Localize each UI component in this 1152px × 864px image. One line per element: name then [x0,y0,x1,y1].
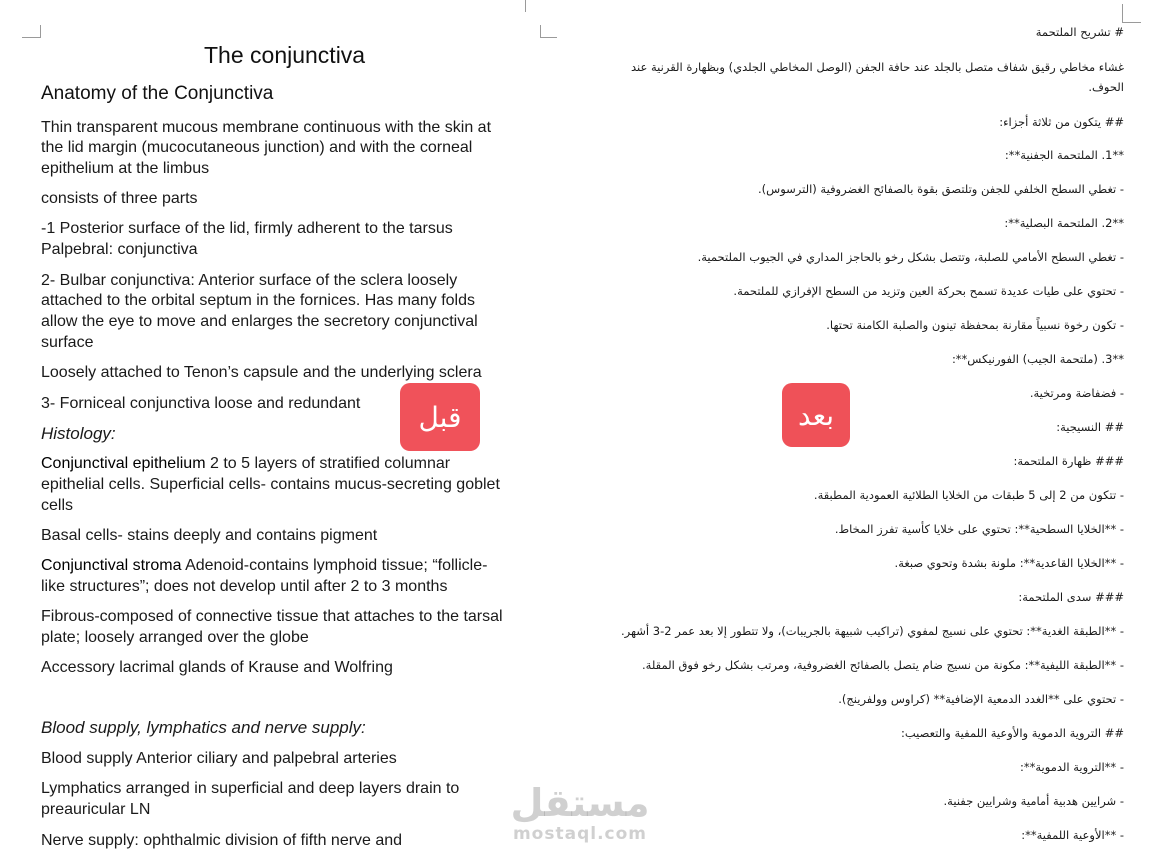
intro-line: Thin transparent mucous membrane continuous with the skin at [41,119,492,136]
arabic-line: - **التروية الدموية**: [1020,760,1124,774]
mostaql-watermark [505,782,655,844]
palpebral-line: -1 Posterior surface of the lid, firmly adherent to the tarsus [41,220,453,237]
epithelium-term: Conjunctival epithelium [41,455,206,472]
basal-text: Basal cells- stains deeply and contains pigment [41,527,378,544]
stroma-text: Adenoid-contains lymphoid tissue; “follicle- [181,557,488,574]
stroma-line [41,555,487,576]
crop-mark [525,0,527,12]
arabic-line: - تحتوي على طيات عديدة تسمح بحركة العين وتزيد من السطح الإفرازي للملتحمة. [733,284,1124,298]
arabic-line: **3. (ملتحمة الجيب) الفورنيكس**: [951,352,1124,366]
nerve-supply-text: Nerve supply: ophthalmic division of fifth nerve and [41,832,403,849]
blood-supply-text: Blood supply Anterior ciliary and palpebral arteries [41,750,397,767]
parts-text: consists of three parts [41,190,198,207]
arabic-line: - تكون رخوة نسبياً مقارنة بمحفظة تينون والصلبة الكامنة تحتها. [826,318,1124,332]
palpebral-line: Palpebral: conjunctiva [41,241,198,258]
arabic-line: **1. الملتحمة الجفنية**: [1004,148,1124,162]
arabic-line: غشاء مخاطي رقيق شفاف متصل بالجلد عند حافة الجفن (الوصل المخاطي الجلدي) وبظهارة القرنية عند [630,60,1124,74]
crop-mark [540,25,557,38]
crop-mark [22,25,41,38]
arabic-line: - تغطي السطح الأمامي للصلبة، وتتصل بشكل رخو بالحاجز المداري في الجيوب الملتحمية. [697,250,1124,264]
arabic-line: - فضفاضة ومرتخية. [1029,386,1124,400]
bulbar-line: allow the eye to move and enlarges the secretory conjunctival [41,313,478,330]
accessory-text: Accessory lacrimal glands of Krause and Wolfring [41,659,393,676]
lymphatics-line: preauricular LN [41,801,151,818]
blood-supply-heading: Blood supply, lymphatics and nerve supply: [41,718,366,737]
forniceal-text: 3- Forniceal conjunctiva loose and redundant [41,395,361,412]
arabic-line: **2. الملتحمة البصلية**: [1004,216,1124,230]
arabic-line: - تتكون من 2 إلى 5 طبقات من الخلايا الطلائية العمودية المطبقة. [813,488,1124,502]
arabic-line: - تحتوي على **الغدد الدمعية الإضافية** (كراوس وولفرينج). [838,692,1124,706]
page-title: The conjunctiva [204,42,366,68]
bulbar-line: 2- Bulbar conjunctiva: Anterior surface of the sclera loosely [41,272,458,289]
arabic-line: ## التروية الدموية والأوعية اللمفية والتعصيب: [900,726,1124,740]
arabic-line: - **الطبقة الليفية**: مكونة من نسيج ضام يتصل بالصفائح الغضروفية، ومرتب بشكل رخو فوق المقلة. [642,658,1124,672]
arabic-line: - شرايين هدبية أمامية وشرايين جفنية. [943,794,1124,808]
epithelium-line: epithelial cells. Superficial cells- contains mucus-secreting goblet [41,476,500,493]
lymphatics-line: Lymphatics arranged in superficial and deep layers drain to [41,780,460,797]
bulbar-line: surface [41,334,94,351]
watermark-logo-text: مستقل [510,781,650,825]
epithelium-line [41,453,450,474]
arabic-line: - تغطي السطح الخلفي للجفن وتلتصق بقوة بالصفائح الغضروفية (الترسوس). [758,182,1124,196]
before-badge: قبل [400,383,480,451]
arabic-line: - **الخلايا القاعدية**: ملونة بشدة وتحوي صبغة. [894,556,1124,570]
arabic-line: - **الخلايا السطحية**: تحتوي على خلايا كأسية تفرز المخاط. [834,522,1124,536]
arabic-title: # تشريح الملتحمة [1035,25,1124,39]
after-badge: بعد [782,383,850,447]
histology-heading: Histology: [41,424,116,443]
stroma-line: like structures”; does not develop until after 2 to 3 months [41,578,448,595]
watermark-domain: mostaql.com [512,824,648,844]
fibrous-line: plate; loosely arranged over the globe [41,629,309,646]
arabic-line: ### ظهارة الملتحمة: [1013,454,1124,468]
epithelium-line: cells [41,497,74,514]
arabic-line: الحوف. [1088,80,1124,94]
arabic-line: ## يتكون من ثلاثة أجزاء: [999,115,1124,129]
section-heading: Anatomy of the Conjunctiva [41,83,274,104]
fibrous-line: Fibrous-composed of connective tissue that attaches to the tarsal [41,608,503,625]
epithelium-text: 2 to 5 layers of stratified columnar [205,455,451,472]
intro-line: epithelium at the limbus [41,160,210,177]
arabic-line: ### سدى الملتحمة: [1018,590,1124,604]
intro-line: the lid margin (mucocutaneous junction) and with the corneal [41,139,473,156]
arabic-line: ## النسيجية: [1056,420,1124,434]
arabic-line: - **الطبقة الغدية**: تحتوي على نسيج لمفوي (تراكيب شبيهة بالجريبات)، ولا تتطور إلا بعد عمر 2-3 أشهر. [620,624,1124,638]
stroma-term: Conjunctival stroma [41,557,182,574]
bulbar-line: attached to the orbital septum in the fornices. Has many folds [41,292,476,309]
arabic-line: - **الأوعية اللمفية**: [1021,828,1124,842]
crop-mark [1122,4,1141,23]
tenon-text: Loosely attached to Tenon’s capsule and the underlying sclera [41,364,482,381]
